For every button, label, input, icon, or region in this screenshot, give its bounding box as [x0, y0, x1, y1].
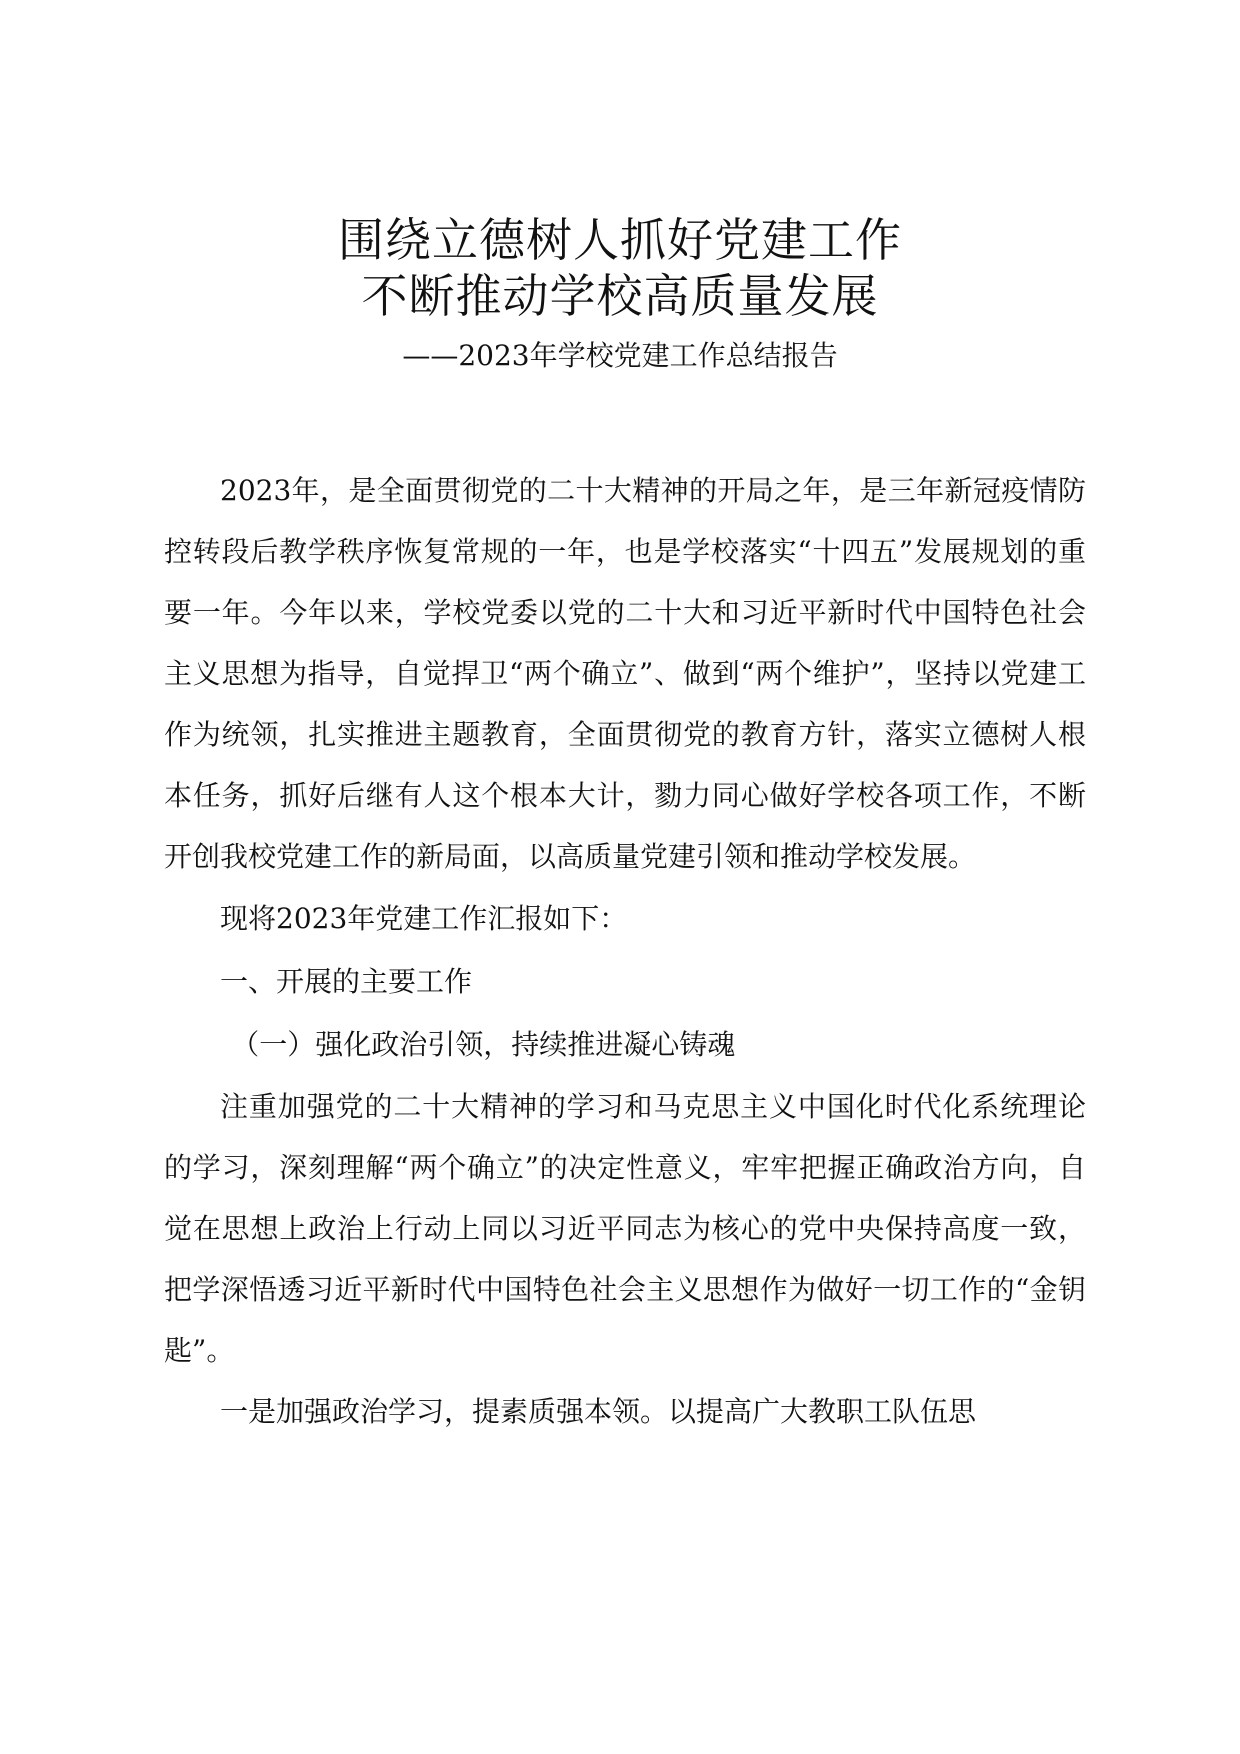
- subsection-heading-1: （一）强化政治引领，持续推进凝心铸魂: [231, 1028, 736, 1061]
- title-block: [0, 212, 1240, 374]
- report-intro-line: 现将2023年党建工作汇报如下：: [220, 902, 628, 935]
- body-paragraph-1: 注重加强党的二十大精神的学习和马克思主义中国化时代化系统理论的学习，深刻理解“两个确立”的决定性意义，牢牢把握正确政治方向，自觉在思想上政治上行动上同以习近平同志为核心的党中央保持高度一致，把学深悟透习近平新时代中国特色社会主义思想作为做好一切工作的“金钥匙”。: [164, 1090, 1086, 1367]
- document-body: [164, 460, 1086, 1442]
- section-heading-1: 一、开展的主要工作: [220, 965, 473, 998]
- document-title-line-2: 不断推动学校高质量发展: [361, 269, 879, 323]
- intro-paragraph: 2023年，是全面贯彻党的二十大精神的开局之年，是三年新冠疫情防控转段后教学秩序恢复常规的一年，也是学校落实“十四五”发展规划的重要一年。今年以来，学校党委以党的二十大和习近平新时代中国特色社会主义思想为指导，自觉捍卫“两个确立”、做到“两个维护”，坚持以党建工作为统领，扎实推进主题教育，全面贯彻党的教育方针，落实立德树人根本任务，抓好后继有人这个根本大计，勠力同心做好学校各项工作，不断开创我校党建工作的新局面，以高质量党建引领和推动学校发展。: [164, 474, 1086, 873]
- document-title-line-1: 围绕立德树人抓好党建工作: [338, 213, 902, 267]
- body-paragraph-2: 一是加强政治学习，提素质强本领。以提高广大教职工队伍思: [220, 1395, 977, 1428]
- document-subtitle: ——2023年学校党建工作总结报告: [402, 339, 838, 372]
